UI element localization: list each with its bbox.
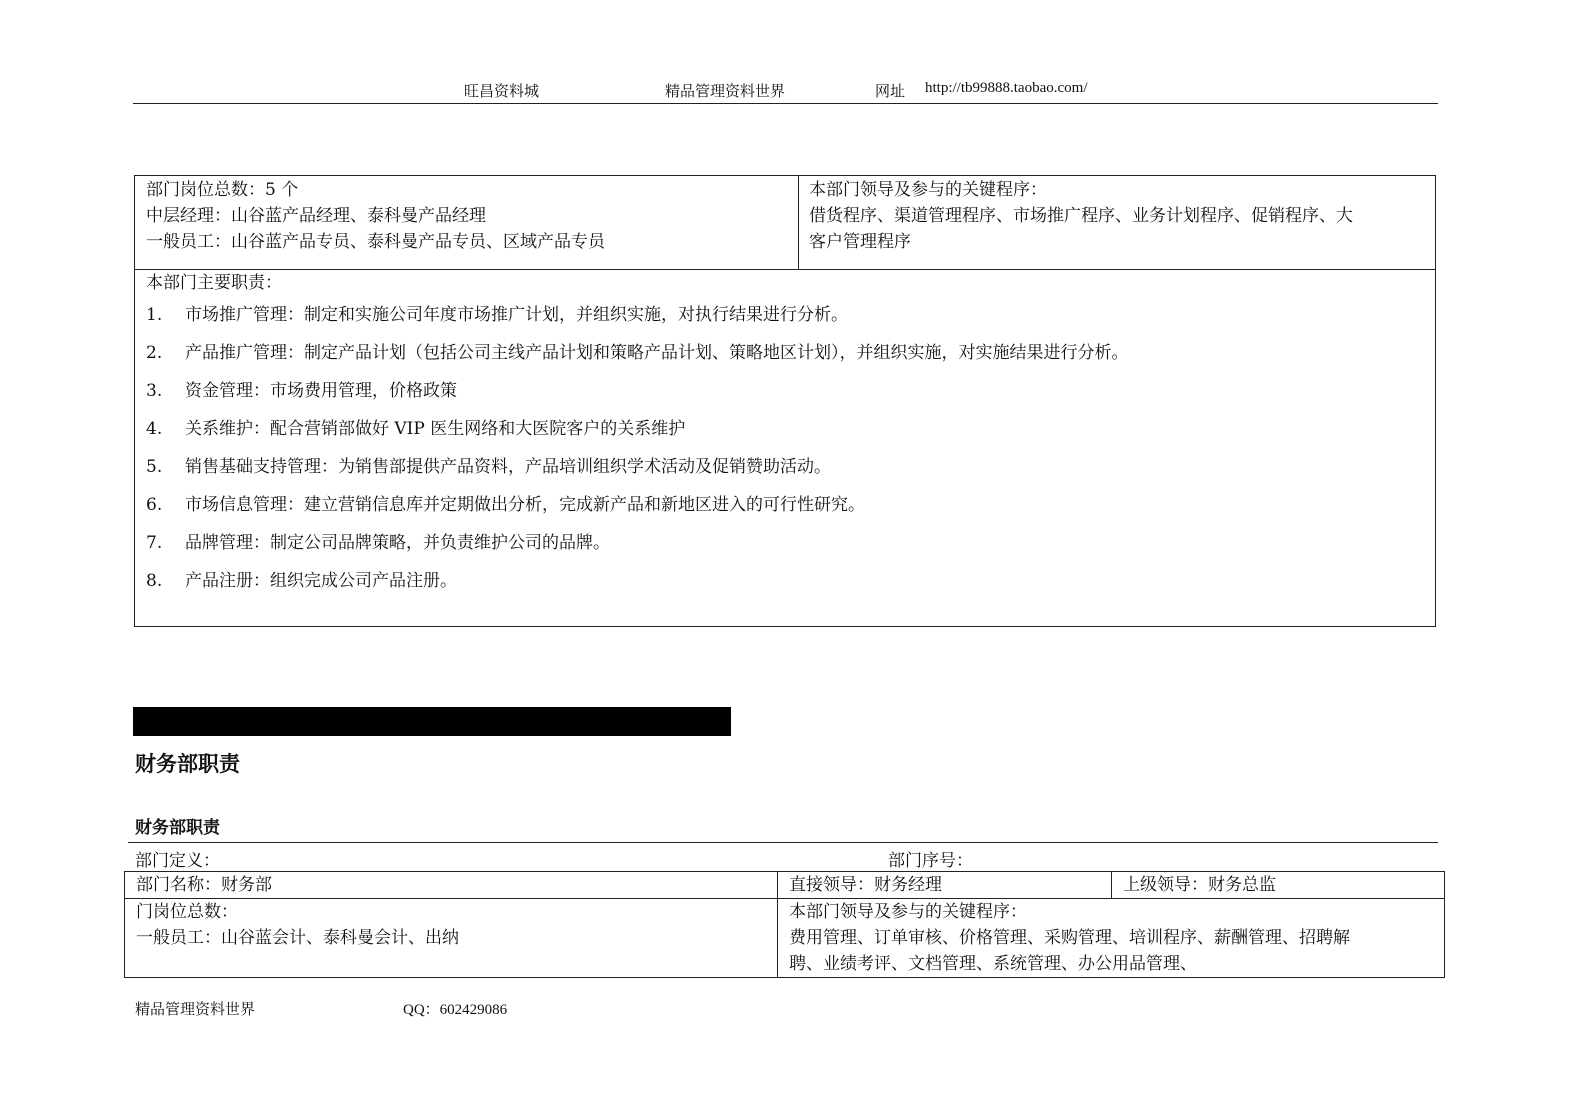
key-procedures-line: 费用管理、订单审核、价格管理、采购管理、培训程序、薪酬管理、招聘解	[789, 928, 1350, 948]
redaction-bar	[133, 707, 731, 736]
duty-number: 1.	[146, 305, 163, 325]
middle-managers: 中层经理：山谷蓝产品经理、泰科曼产品经理	[146, 206, 486, 226]
finance-subheading: 财务部职责	[135, 818, 220, 838]
header-divider	[133, 103, 1438, 104]
duty-text: 市场推广管理：制定和实施公司年度市场推广计划，并组织实施，对执行结果进行分析。	[185, 305, 848, 325]
duty-item	[146, 296, 1425, 334]
duty-text: 产品注册：组织完成公司产品注册。	[185, 571, 457, 591]
marketing-dept-table	[134, 175, 1436, 627]
key-procedures-line: 聘、业绩考评、文档管理、系统管理、办公用品管理、	[789, 954, 1197, 974]
superior-leader: 上级领导：财务总监	[1123, 875, 1276, 895]
positions-total: 门岗位总数：	[136, 902, 238, 922]
positions-cell	[135, 176, 799, 270]
section-divider	[128, 842, 1438, 843]
duty-item	[146, 562, 1425, 600]
general-staff: 一般员工：山谷蓝产品专员、泰科曼产品专员、区域产品专员	[146, 232, 605, 252]
duty-number: 5.	[146, 457, 163, 477]
header-shop-name: 旺昌资料城	[464, 84, 540, 100]
duty-item	[146, 372, 1425, 410]
key-procedures-line: 借货程序、渠道管理程序、市场推广程序、业务计划程序、促销程序、大	[809, 206, 1353, 226]
footer-tagline: 精品管理资料世界	[135, 1002, 256, 1018]
duty-number: 2.	[146, 343, 163, 363]
duty-text: 品牌管理：制定公司品牌策略，并负责维护公司的品牌。	[185, 533, 610, 553]
duty-number: 6.	[146, 495, 163, 515]
duty-item	[146, 448, 1425, 486]
duty-number: 3.	[146, 381, 163, 401]
duty-text: 关系维护：配合营销部做好 VIP 医生网络和大医院客户的关系维护	[185, 419, 686, 439]
key-procedures-cell	[799, 176, 1436, 270]
header-url-label: 网址	[875, 84, 906, 100]
duty-number: 7.	[146, 533, 163, 553]
finance-heading: 财务部职责	[135, 751, 240, 776]
dept-number: 部门序号：	[888, 851, 973, 871]
key-procedures-title: 本部门领导及参与的关键程序：	[809, 180, 1047, 200]
duty-item	[146, 334, 1425, 372]
key-procedures-line: 客户管理程序	[809, 232, 911, 252]
header-tagline: 精品管理资料世界	[665, 84, 786, 100]
header-url: http://tb99888.taobao.com/	[925, 80, 1088, 96]
general-staff: 一般员工：山谷蓝会计、泰科曼会计、出纳	[136, 928, 459, 948]
dept-definition: 部门定义：	[135, 851, 220, 871]
superior-leader-cell	[1112, 872, 1445, 899]
finance-key-procedures-cell	[778, 899, 1445, 978]
duty-number: 4.	[146, 419, 163, 439]
duty-item	[146, 486, 1425, 524]
duty-text: 销售基础支持管理：为销售部提供产品资料，产品培训组织学术活动及促销赞助活动。	[185, 457, 831, 477]
duties-title: 本部门主要职责：	[146, 273, 282, 293]
duty-text: 产品推广管理：制定产品计划（包括公司主线产品计划和策略产品计划、策略地区计划），并组织实施，对实施结果进行分析。	[185, 343, 1129, 363]
duties-cell	[135, 270, 1436, 627]
positions-total: 部门岗位总数：5 个	[146, 180, 299, 200]
dept-name: 部门名称：财务部	[136, 875, 272, 895]
duty-text: 资金管理：市场费用管理，价格政策	[185, 381, 457, 401]
direct-leader-cell	[778, 872, 1112, 899]
direct-leader: 直接领导：财务经理	[789, 875, 942, 895]
duty-item	[146, 410, 1425, 448]
duty-number: 8.	[146, 571, 163, 591]
duty-text: 市场信息管理：建立营销信息库并定期做出分析，完成新产品和新地区进入的可行性研究。	[185, 495, 865, 515]
duty-item	[146, 524, 1425, 562]
finance-dept-table	[124, 871, 1445, 978]
finance-positions-cell	[125, 899, 778, 978]
footer-qq: QQ：602429086	[403, 1002, 508, 1018]
dept-name-cell	[125, 872, 778, 899]
key-procedures-title: 本部门领导及参与的关键程序：	[789, 902, 1027, 922]
